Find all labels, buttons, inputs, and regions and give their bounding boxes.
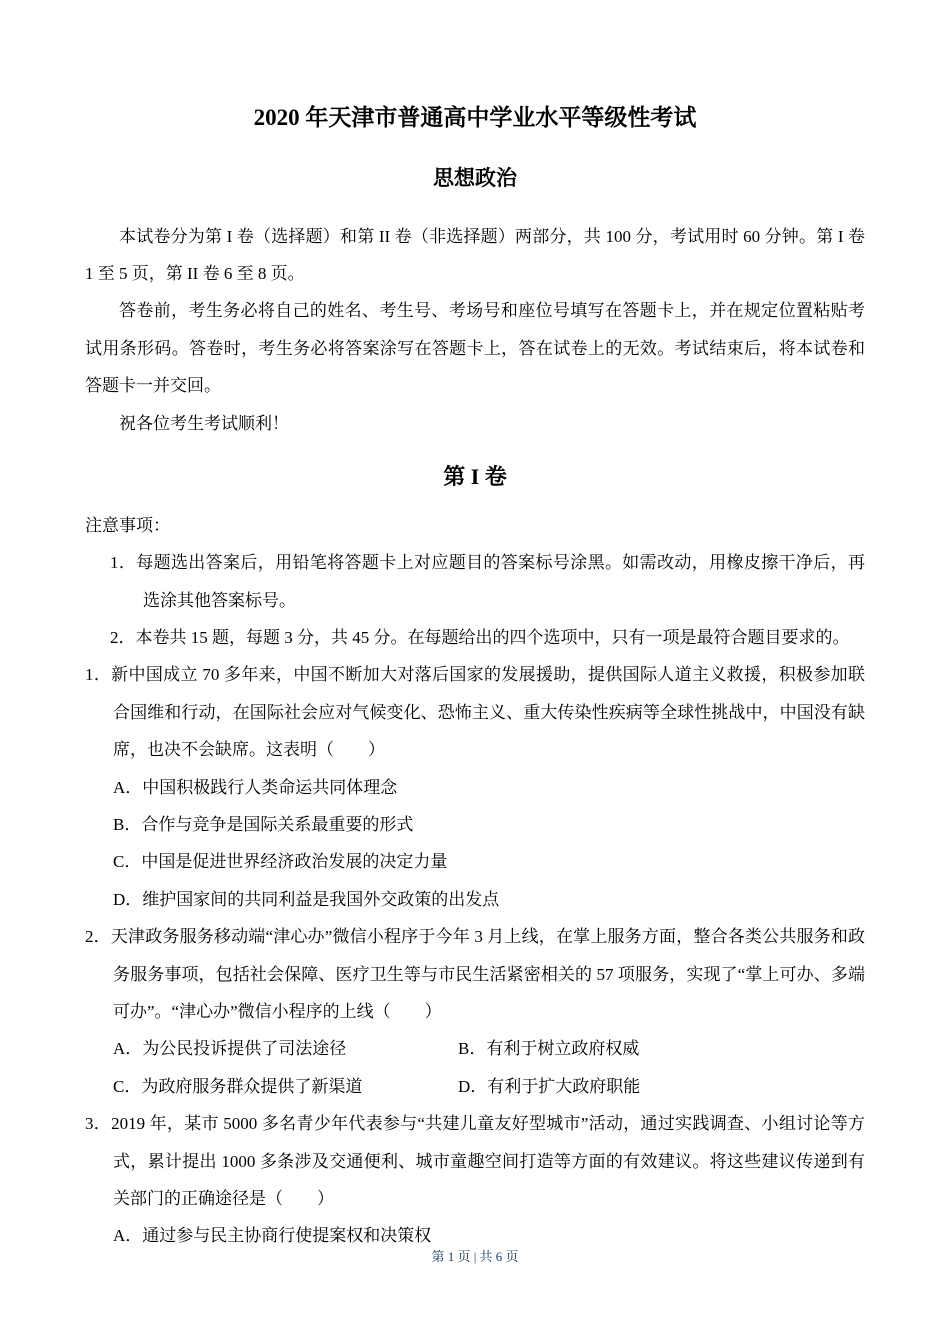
question-2-option-a: A．为公民投诉提供了司法途径 [113,1039,347,1059]
question-2-number: 2． [85,927,111,947]
question-2-options [85,1030,865,1105]
question-2-text: 天津政务服务移动端“津心办”微信小程序于今年 3 月上线，在掌上服务方面，整合各类公共服务和政务服务事项，包括社会保障、医疗卫生等与市民生活紧密相关的 57 项服务，实现了“掌上可办、多端可办”。“津心办”微信小程序的上线（ ） [110,927,865,1021]
intro-paragraph-1: 本试卷分为第 I 卷（选择题）和第 II 卷（非选择题）两部分，共 100 分，考试用时 60 分钟。第 I 卷 1 至 5 页，第 II 卷 6 至 8 页。 [85,226,865,283]
question-1-stem [85,656,865,768]
note-item-2: 2．本卷共 15 题，每题 3 分，共 45 分。在每题给出的四个选项中，只有一项是最符合题目要求的。 [110,628,850,648]
question-1-option-d: D．维护国家间的共同利益是我国外交政策的出发点 [113,889,500,909]
question-3-stem [85,1105,865,1217]
exam-subject: 思想政治 [433,166,517,191]
question-2-option-b: B．有利于树立政府权威 [458,1039,640,1059]
question-2-stem [85,918,865,1030]
question-1-option-a: A．中国积极践行人类命运共同体理念 [113,777,398,797]
question-1-option-b: B．合作与竞争是国际关系最重要的形式 [113,815,414,835]
question-1-number: 1． [85,665,112,685]
intro-paragraph-2: 答卷前，考生务必将自己的姓名、考生号、考场号和座位号填写在答题卡上，并在规定位置粘贴考试用条形码。答卷时，考生务必将答案涂写在答题卡上，答在试卷上的无效。考试结束后，将本试卷和答题卡一并交回。 [85,301,865,396]
question-2-option-d: D．有利于扩大政府职能 [458,1076,641,1096]
question-2 [85,918,865,1105]
exam-title: 2020 年天津市普通高中学业水平等级性考试 [253,105,697,130]
section-heading: 第 I 卷 [443,463,507,489]
question-1-options [85,769,865,919]
question-1-text: 新中国成立 70 多年来，中国不断加大对落后国家的发展援助，提供国际人道主义救援，积极参加联合国维和行动，在国际社会应对气候变化、恐怖主义、重大传染性疾病等全球性挑战中，中国没有缺席，也决不会缺席。这表明（ ） [111,665,866,760]
question-1-option-c: C．中国是促进世界经济政治发展的决定力量 [113,852,448,872]
intro-paragraph-3: 祝各位考生考试顺利！ [119,413,289,433]
question-1 [85,656,865,918]
note-item-1: 1．每题选出答案后，用铅笔将答题卡上对应题目的答案标号涂黑。如需改动，用橡皮擦干净后，再选涂其他答案标号。 [110,553,865,610]
page-footer: 第 1 页 | 共 6 页 [431,1248,519,1264]
question-2-option-c: C．为政府服务群众提供了新渠道 [113,1076,363,1096]
question-3-option-a: A．通过参与民主协商行使提案权和决策权 [113,1226,432,1246]
question-3-text: 2019 年，某市 5000 多名青少年代表参与“共建儿童友好型城市”活动，通过实践调查、小组讨论等方式，累计提出 1000 多条涉及交通便利、城市童趣空间打造等方面的有效建议。将这些建议传递到有关部门的正确途径是（ ） [111,1114,865,1208]
question-3 [85,1105,865,1255]
question-3-number: 3． [85,1114,112,1134]
notes-label: 注意事项： [85,515,170,535]
